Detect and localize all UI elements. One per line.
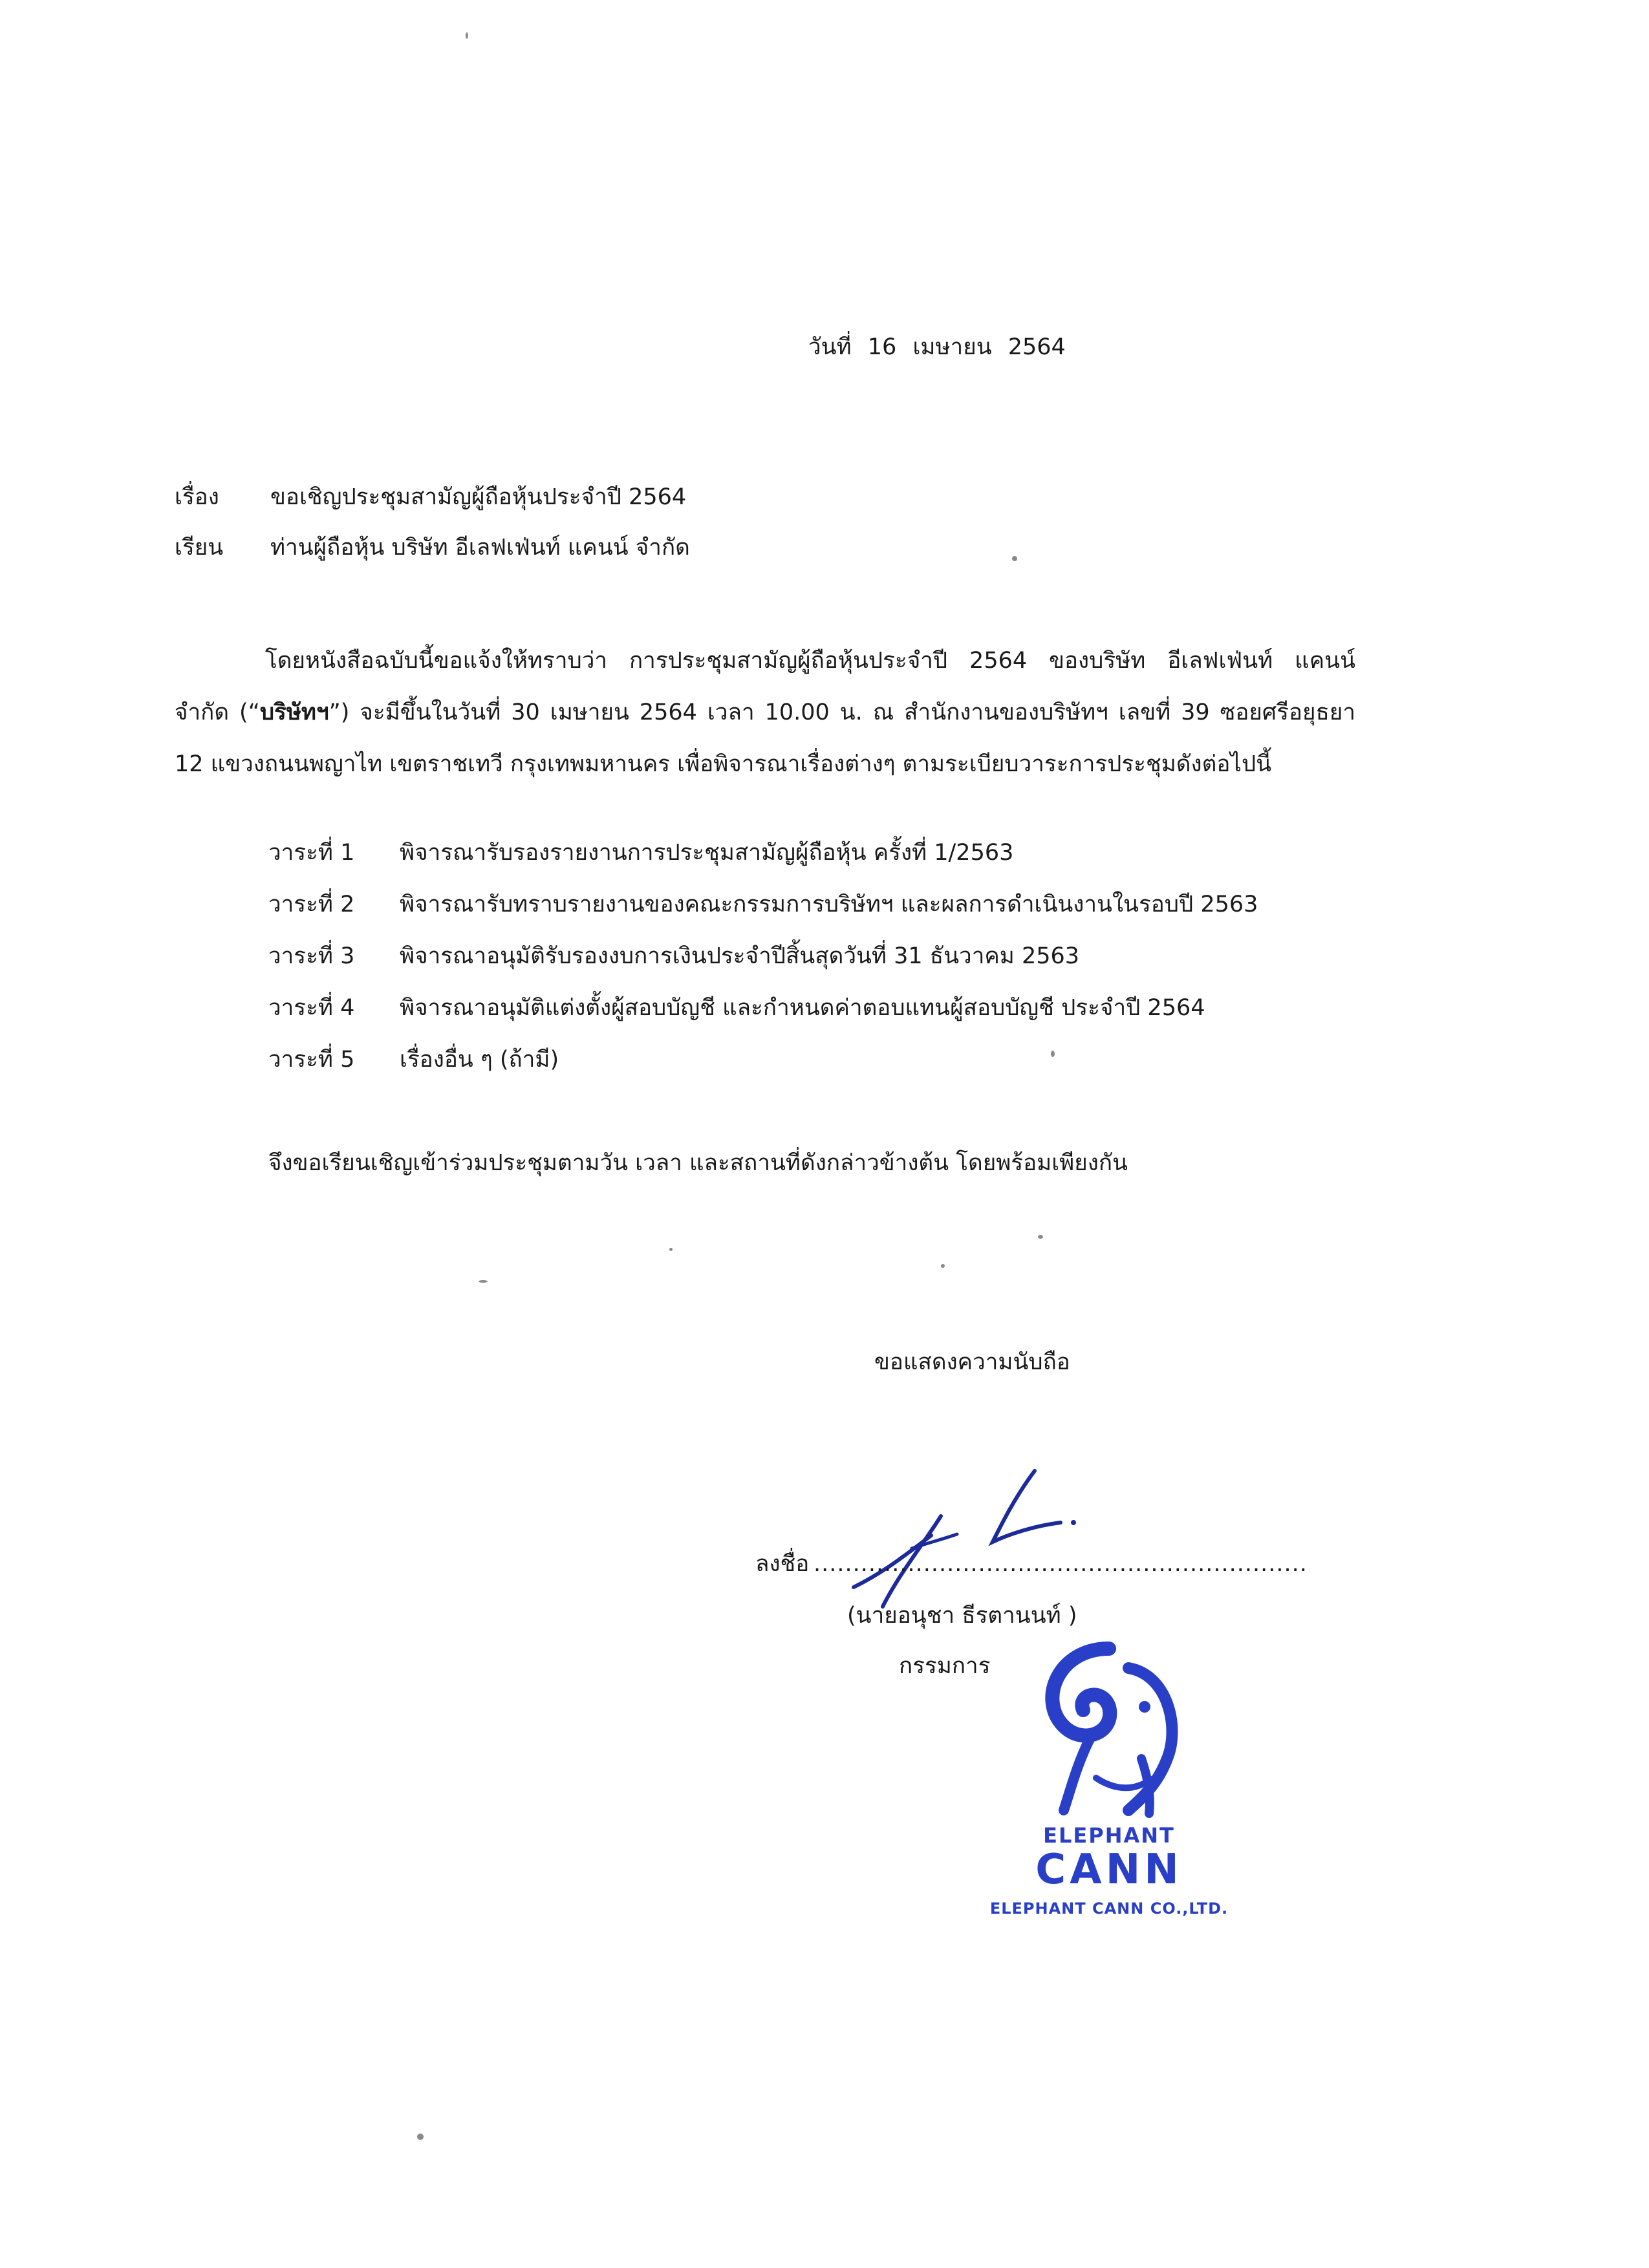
agenda-text: พิจารณาอนุมัติรับรองงบการเงินประจำปีสิ้นสุดวันที่ 31 ธันวาคม 2563 [400,943,1080,969]
scan-speck [1012,556,1017,561]
body-line-3: 12 แขวงถนนพญาไท เขตราชเทวี กรุงเทพมหานคร เพื่อพิจารณาเรื่องต่างๆ ตามระเบียบวาระการประชุมดังต่อไปนี้ [175,751,1272,777]
agenda-number: วาระที่ 3 [268,943,355,969]
scan-speck [466,32,468,39]
body-line-1: โดยหนังสือฉบับนี้ขอแจ้งให้ทราบว่า การประชุมสามัญผู้ถือหุ้นประจำปี 2564 ของบริษัท อีเลฟเฟ่นท์ แคนน์ [265,648,1355,674]
elephant-logo-icon [1012,1629,1206,1823]
letter-date: วันที่ 16 เมษายน 2564 [808,334,1066,360]
signer-name: (นายอนุชา ธีรตานนท์ ) [847,1603,1077,1629]
scan-speck [479,1280,488,1283]
agenda-text: พิจารณารับทราบรายงานของคณะกรรมการบริษัทฯ และผลการดำเนินงานในรอบปี 2563 [400,892,1258,917]
recipient-label: เรียน [175,535,224,561]
agenda-number: วาระที่ 4 [268,995,355,1021]
recipient-text: ท่านผู้ถือหุ้น บริษัท อีเลฟเฟ่นท์ แคนน์ จำกัด [270,535,690,561]
body-paragraph [175,635,1355,790]
agenda-number: วาระที่ 1 [268,840,355,866]
agenda-text: เรื่องอื่น ๆ (ถ้ามี) [400,1047,559,1073]
body-line-2-prefix: จำกัด (“ [175,700,260,725]
agenda-number: วาระที่ 5 [268,1047,355,1073]
scan-speck [669,1248,673,1251]
scan-speck [417,2134,424,2140]
company-short-name: บริษัทฯ [259,700,329,725]
scan-speck [941,1264,945,1268]
scan-speck [1038,1235,1043,1239]
signature-line: ............................................................... [814,1551,1308,1577]
stamp-text-cann: CANN [1035,1846,1183,1894]
body-line-2-suffix: ”) จะมีขึ้นในวันที่ 30 เมษายน 2564 เวลา 10.00 น. ณ สำนักงานของบริษัทฯ เลขที่ 39 ซอยศรีอยุธยา [329,700,1355,725]
subject-label: เรื่อง [175,484,219,510]
handwritten-signature [828,1458,1099,1613]
agenda-text: พิจารณารับรองรายงานการประชุมสามัญผู้ถือหุ้น ครั้งที่ 1/2563 [400,840,1014,866]
regards-line: ขอแสดงความนับถือ [874,1349,1070,1375]
scan-speck [1051,1051,1055,1057]
closing-sentence: จึงขอเรียนเชิญเข้าร่วมประชุมตามวัน เวลา และสถานที่ดังกล่าวข้างต้น โดยพร้อมเพียงกัน [268,1150,1128,1176]
body-line-2 [175,687,1355,738]
company-stamp [973,1629,1245,1920]
stamp-text-elephant: ELEPHANT [1043,1823,1175,1848]
signer-position: กรรมการ [899,1653,991,1679]
stamp-company-name: ELEPHANT CANN CO.,LTD. [989,1899,1229,1918]
signature-label: ลงชื่อ [755,1551,810,1577]
agenda-text: พิจารณาอนุมัติแต่งตั้งผู้สอบบัญชี และกำหนดค่าตอบแทนผู้สอบบัญชี ประจำปี 2564 [400,995,1205,1021]
subject-text: ขอเชิญประชุมสามัญผู้ถือหุ้นประจำปี 2564 [270,484,687,510]
agenda-number: วาระที่ 2 [268,892,355,917]
